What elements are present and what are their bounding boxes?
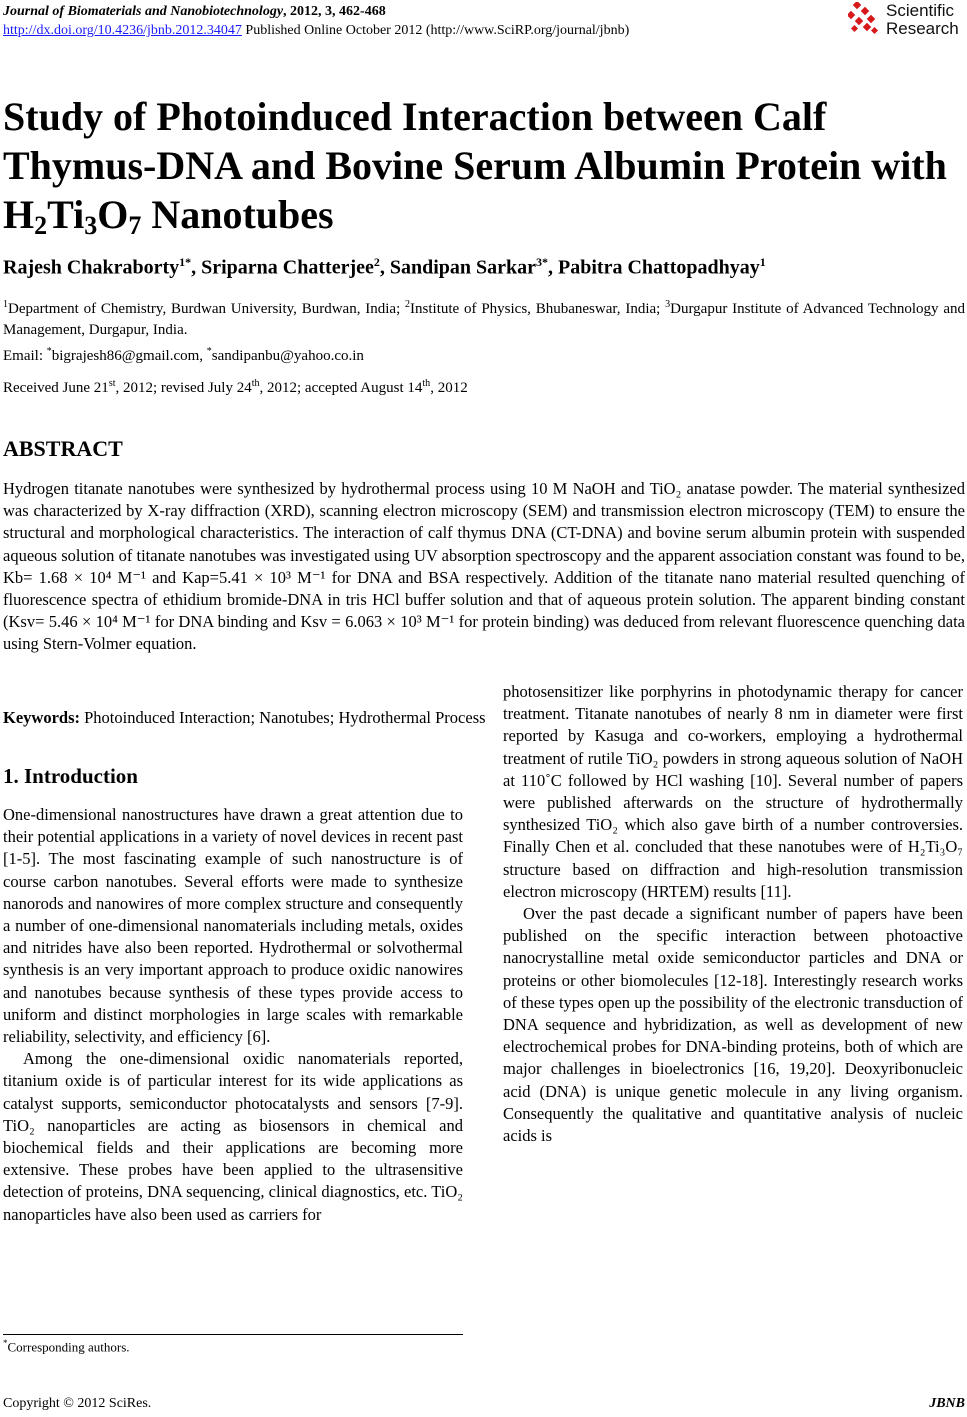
affiliation-1: Department of Chemistry, Burdwan University, Burdwan, India; bbox=[8, 301, 406, 317]
section-heading: 1. Introduction bbox=[3, 764, 138, 788]
email-sup: * bbox=[46, 346, 52, 357]
journal-header bbox=[3, 2, 629, 40]
title-ti: Ti bbox=[47, 192, 85, 237]
email-2[interactable]: sandipanbu@yahoo.co.in bbox=[211, 348, 364, 364]
keywords bbox=[3, 708, 486, 728]
abstract-heading: ABSTRACT bbox=[3, 436, 123, 461]
author-sup: 2 bbox=[373, 255, 380, 269]
footnote-sup: * bbox=[3, 1338, 8, 1348]
journal-abbr: JBNB bbox=[929, 1396, 965, 1411]
paragraph: One-dimensional nanostructures have drawn a great attention due to their potential applications in a variety of novel devices in recent past [1-5]. The most fascinating example of such nanostructure is of course carbon nanotubes. Several efforts were made to synthesize nanorods and nanowires of more complex structure and consequently a number of one-dimensional nanomaterials including metals, oxides and nitrides have also been reported. Hydrothermal or solvothermal synthesis is an very important approach to produce oxidic nanowires and nanotubes because synthesis of these types provide access to uniform and distinct morphologies in large scales with remarkable reliability, selectivity, and efficiency [6]. bbox=[3, 805, 463, 1047]
author: Pabitra Chattopadhyay bbox=[558, 256, 760, 279]
left-column bbox=[3, 804, 463, 1226]
author: Rajesh Chakraborty bbox=[3, 256, 180, 279]
email-sup: * bbox=[206, 346, 212, 357]
affiliation-3: Durgapur Institute of Advanced Technology and Management, Durgapur, India. bbox=[3, 301, 965, 338]
author-sup: 1* bbox=[179, 255, 192, 269]
year-text: , 2012 bbox=[430, 380, 468, 396]
author-sep: , bbox=[379, 256, 390, 279]
author-list bbox=[3, 255, 766, 280]
received-text: Received June 21 bbox=[3, 380, 109, 396]
author-sep: , bbox=[191, 256, 202, 279]
keywords-label: Keywords: bbox=[3, 708, 80, 727]
logo-wordmark bbox=[886, 2, 959, 38]
accepted-text: , 2012; accepted August 14 bbox=[259, 380, 423, 396]
email-1[interactable]: bigrajesh86@gmail.com, bbox=[51, 348, 207, 364]
paragraph: Among the one-dimensional oxidic nanomaterials reported, titanium oxide is of particular interest for its wide applications as catalyst supports, semiconductor photocatalysts and sensors [7-9]. TiO₂ nanoparticles are acting as biosensors in chemical and biochemical fields and their applications are becoming more extensive. These probes have been applied to the ultrasensitive detection of proteins, DNA sequencing, clinical diagnostics, etc. TiO₂ nanoparticles have also been used as carriers for bbox=[3, 1049, 463, 1224]
affil-sup: 2 bbox=[405, 299, 411, 310]
revised-text: , 2012; revised July 24 bbox=[115, 380, 252, 396]
title-line2: Thymus-DNA and Bovine Serum Albumin Protein with bbox=[3, 143, 947, 188]
paragraph: Over the past decade a significant number of papers have been published on the specific interaction between photoactive nanocrystalline metal oxide semiconductor particles and DNA or proteins or other biomolecules [12-18]. Interestingly research works of these types open up the possibility of the electronic transduction of DNA sequence and hybridization, as well as development of new electrochemical probes for DNA-binding proteins, both of which are major challenges in bioelectronics [16, 19,20]. Deoxyribonucleic acid (DNA) is unique genetic molecule in any living organism. Consequently the qualitative and quantitative analysis of nucleic acids is bbox=[503, 904, 963, 1146]
received-dates bbox=[3, 378, 468, 397]
paragraph: photosensitizer like porphyrins in photodynamic therapy for cancer treatment. Titanate nanotubes of nearly 8 nm in diameter were first reported by Kasuga and co-workers, employing a hydrothermal treatment of rutile TiO₂ powders in strong aqueous solution of NaOH at 110˚C followed by HCl washing [10]. Several number of papers were published afterwards on the structure of hydrothermally synthesized TiO₂ which also gave birth of a number controversies. Finally Chen et al. concluded that these nanotubes were of H₂Ti₃O₇ structure based on diffraction and high-resolution transmission electron microscopy (HRTEM) results [11]. bbox=[503, 682, 963, 901]
footnote-divider bbox=[3, 1334, 463, 1335]
title-sub-2: 2 bbox=[34, 211, 48, 240]
affil-sup: 3 bbox=[665, 299, 671, 310]
author: Sandipan Sarkar bbox=[389, 256, 537, 279]
affiliation-2: Institute of Physics, Bhubaneswar, India; bbox=[410, 301, 666, 317]
footnote bbox=[3, 1338, 130, 1355]
right-column bbox=[503, 681, 963, 1147]
email-label: Email: bbox=[3, 348, 47, 364]
author-sep: , bbox=[548, 256, 559, 279]
paper-title bbox=[3, 92, 963, 239]
page-footer bbox=[3, 1396, 965, 1412]
journal-name: Journal of Biomaterials and Nanobiotechnology bbox=[3, 4, 284, 19]
author: Sriparna Chatterjee bbox=[201, 256, 374, 279]
revised-sup: th bbox=[251, 378, 260, 389]
title-sub-3: 3 bbox=[84, 211, 98, 240]
footnote-text: Corresponding authors. bbox=[7, 1339, 130, 1355]
doi-link[interactable]: http://dx.doi.org/10.4236/jbnb.2012.34047 bbox=[3, 23, 242, 38]
logo-line1: Scientific bbox=[886, 1, 955, 20]
author-sup: 1 bbox=[759, 255, 766, 269]
journal-volume: , 2012, 3, 462-468 bbox=[283, 4, 386, 19]
title-h: H bbox=[3, 192, 35, 237]
copyright: Copyright © 2012 SciRes. bbox=[3, 1396, 152, 1411]
title-o: O bbox=[97, 192, 129, 237]
keywords-text: Photoinduced Interaction; Nanotubes; Hydrothermal Process bbox=[80, 708, 486, 727]
received-sup: st bbox=[108, 378, 116, 389]
title-line1: Study of Photoinduced Interaction between Calf bbox=[3, 94, 827, 139]
accepted-sup: th bbox=[422, 378, 431, 389]
title-sub-7: 7 bbox=[128, 211, 142, 240]
title-line3 bbox=[3, 190, 963, 239]
affil-sup: 1 bbox=[3, 299, 8, 310]
author-sup: 3* bbox=[536, 255, 549, 269]
affiliations bbox=[3, 294, 965, 367]
title-nanotubes: Nanotubes bbox=[141, 192, 334, 237]
published-note: Published Online October 2012 (http://www.SciRP.org/journal/jbnb) bbox=[241, 23, 630, 38]
abstract-body: Hydrogen titanate nanotubes were synthesized by hydrothermal process using 10 M NaOH and TiO₂ anatase powder. The material synthesized was characterized by X-ray diffraction (XRD), scanning electron microscopy (SEM) and transmission electron microscopy (TEM) to ensure the structural and morphological characteristics. The interaction of calf thymus DNA (CT-DNA) and bovine serum albumin protein with suspended aqueous solution of titanate nanotubes was investigated using UV absorption spectroscopy and the apparent association constant was found to be, Kb= 1.68 × 10⁴ M⁻¹ and Kap=5.41 × 10³ M⁻¹ for DNA and BSA respectively. Addition of the titanate nano material resulted quenching of fluorescence spectra of ethidium bromide-DNA in tris HCl buffer solution and that of aqueous protein solution. The apparent binding constant (Ksv= 5.46 × 10⁴ M⁻¹ for DNA binding and Ksv = 6.063 × 10³ M⁻¹ for protein binding) was deduced from relevant fluorescence quenching data using Stern-Volmer equation. bbox=[3, 479, 965, 654]
logo-line2: Research bbox=[886, 19, 959, 38]
